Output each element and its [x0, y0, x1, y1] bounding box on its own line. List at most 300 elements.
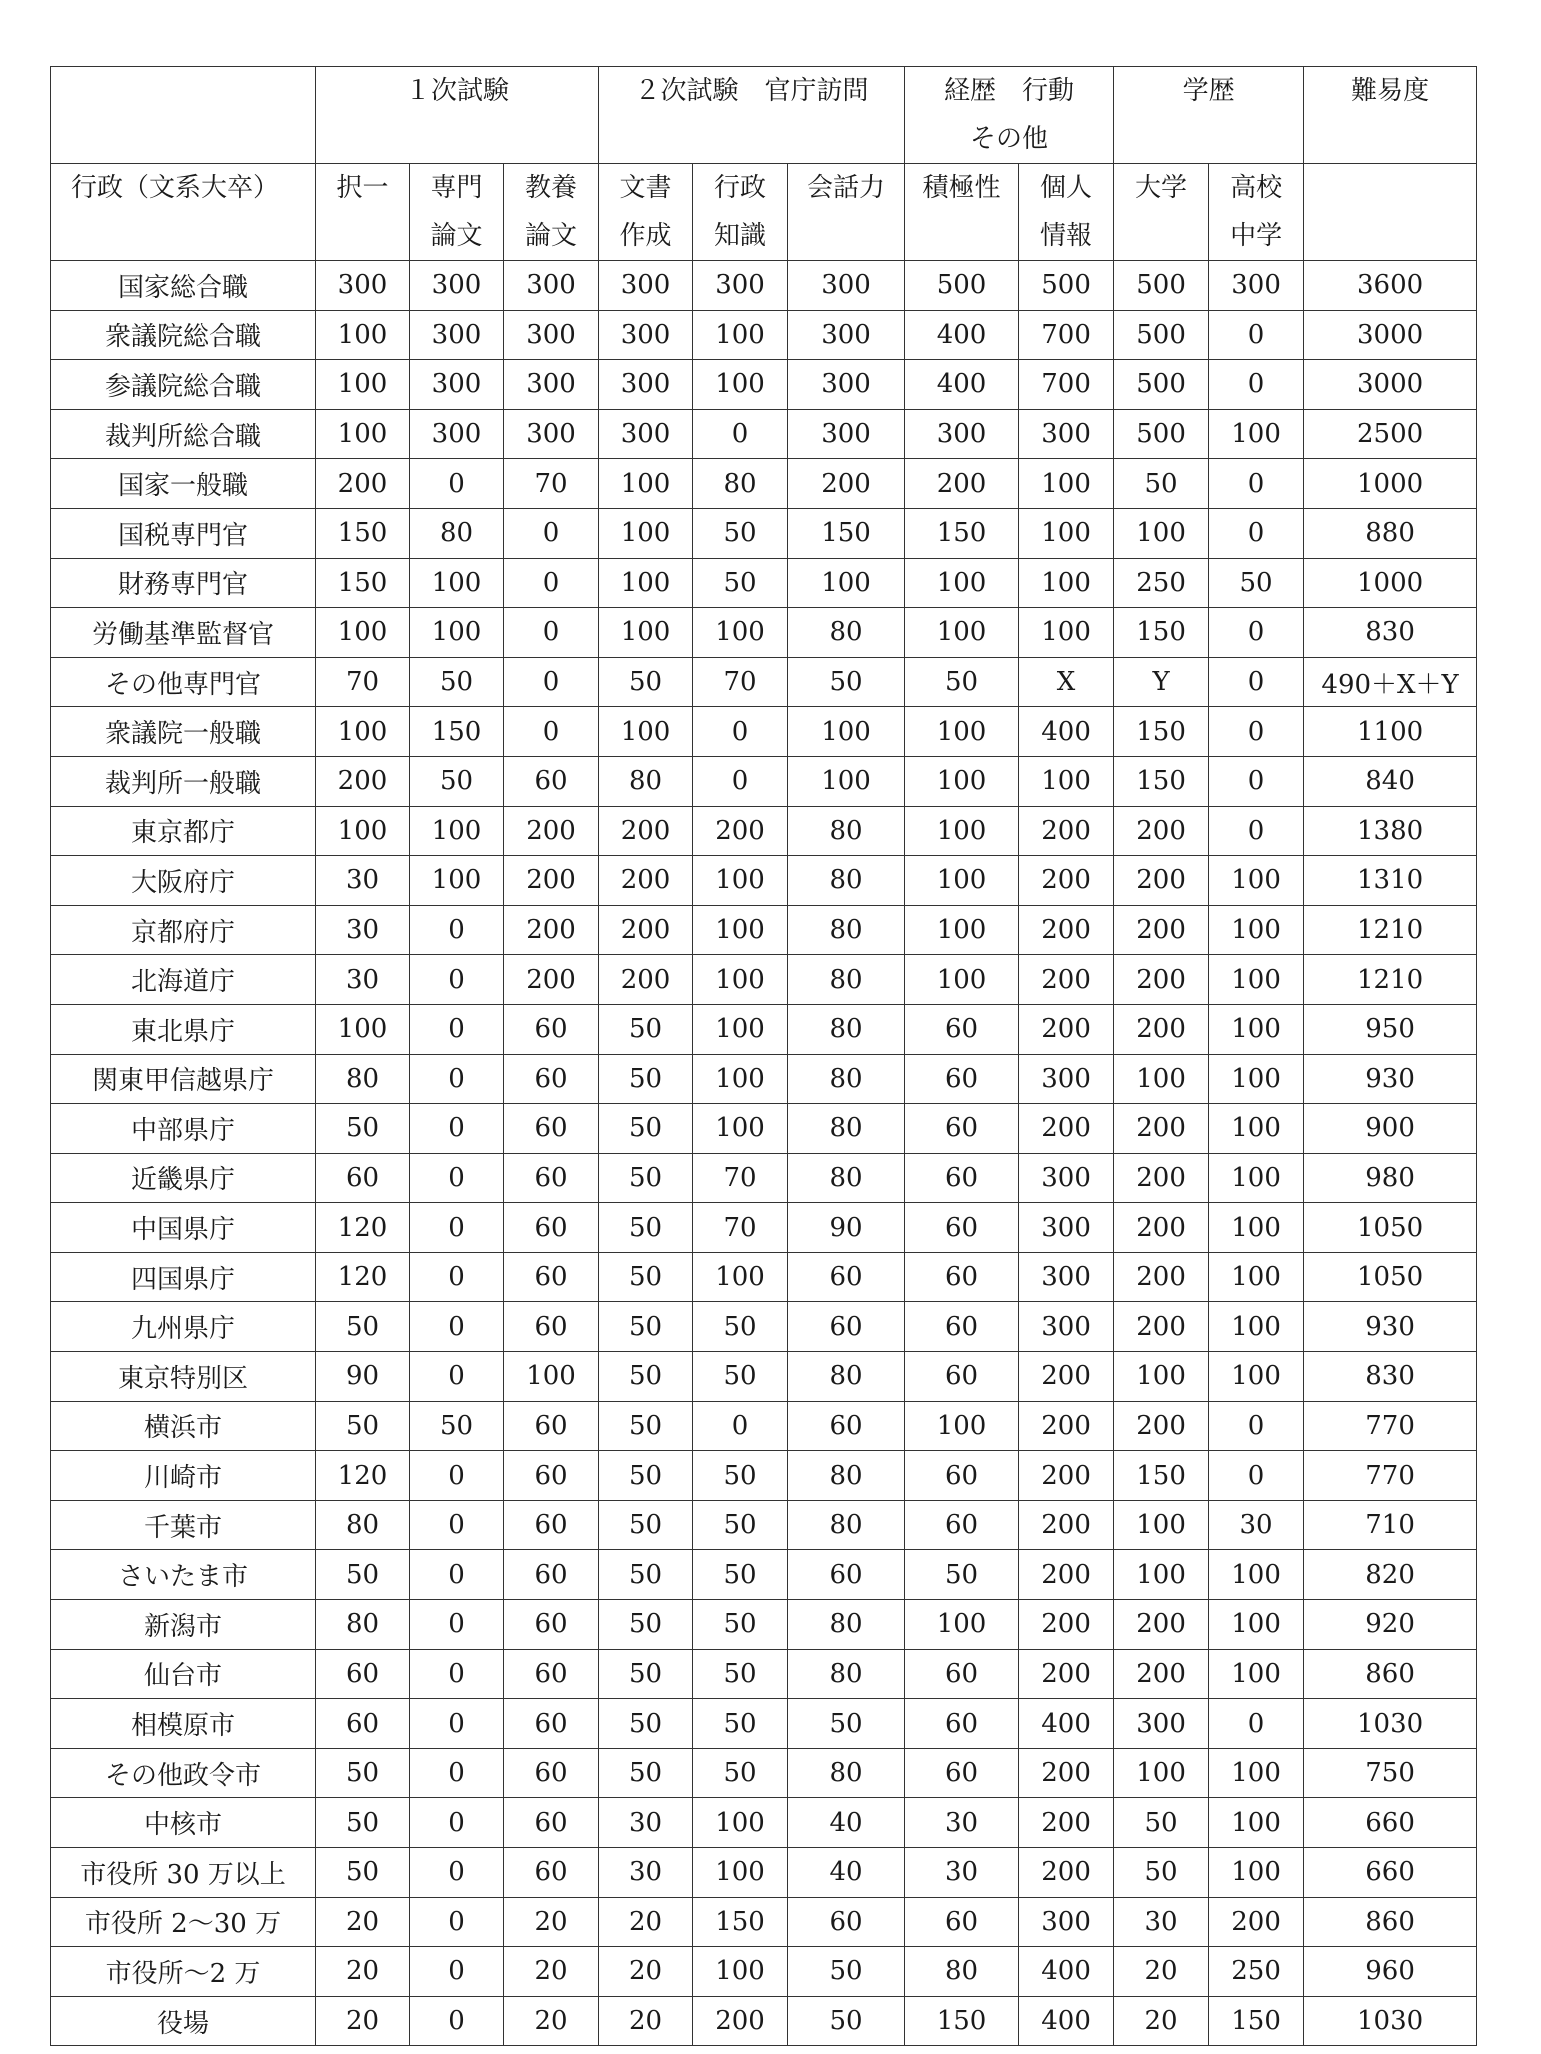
score-cell: 150 [410, 707, 504, 757]
difficulty-cell: 950 [1304, 1004, 1477, 1054]
score-cell: 100 [693, 608, 788, 658]
score-cell: 70 [693, 1203, 788, 1253]
score-cell: 300 [599, 360, 693, 410]
score-cell: 100 [599, 558, 693, 608]
score-cell: 60 [504, 1550, 599, 1600]
difficulty-cell: 490＋X＋Y [1304, 657, 1477, 707]
difficulty-cell: 900 [1304, 1104, 1477, 1154]
table-row [51, 1798, 1477, 1848]
score-cell: 150 [788, 508, 905, 558]
score-cell: 0 [410, 955, 504, 1005]
table-row [51, 1401, 1477, 1451]
subheader-document-writing: 文書 作成 [599, 164, 693, 261]
score-cell: 50 [599, 1004, 693, 1054]
row-name: 千葉市 [51, 1500, 316, 1550]
header-difficulty: 難易度 [1304, 67, 1477, 164]
score-cell: 60 [788, 1550, 905, 1600]
table-row [51, 1897, 1477, 1947]
score-cell: 50 [599, 1451, 693, 1501]
score-cell: 200 [1019, 1649, 1114, 1699]
score-cell: 0 [410, 1550, 504, 1600]
score-cell: 300 [1019, 1203, 1114, 1253]
difficulty-cell: 1310 [1304, 856, 1477, 906]
score-cell: 0 [1209, 1699, 1304, 1749]
score-cell: 100 [693, 856, 788, 906]
table-row [51, 856, 1477, 906]
score-cell: 80 [788, 1004, 905, 1054]
row-name: 衆議院一般職 [51, 707, 316, 757]
score-cell: 20 [1114, 1996, 1209, 2046]
score-cell: 500 [1114, 261, 1209, 311]
score-cell: 80 [905, 1947, 1019, 1997]
score-cell: 50 [316, 1401, 410, 1451]
score-cell: 30 [905, 1848, 1019, 1898]
score-cell: 100 [1209, 1004, 1304, 1054]
header-education: 学歴 [1114, 67, 1304, 164]
score-cell: 80 [788, 806, 905, 856]
score-cell: 50 [599, 1401, 693, 1451]
score-cell: 100 [1209, 1302, 1304, 1352]
score-cell: 100 [1209, 856, 1304, 906]
difficulty-cell: 1000 [1304, 459, 1477, 509]
score-cell: 200 [1019, 955, 1114, 1005]
score-cell: 300 [1019, 409, 1114, 459]
score-cell: 50 [788, 1996, 905, 2046]
score-cell: 60 [905, 1500, 1019, 1550]
score-cell: 100 [693, 310, 788, 360]
row-name: 市役所 2～30 万 [51, 1897, 316, 1947]
difficulty-cell: 660 [1304, 1848, 1477, 1898]
score-cell: 20 [316, 1897, 410, 1947]
score-cell: 30 [316, 905, 410, 955]
score-cell: 30 [316, 856, 410, 906]
score-cell: 100 [1209, 1203, 1304, 1253]
score-cell: 100 [1019, 508, 1114, 558]
score-cell: 100 [1114, 1550, 1209, 1600]
row-name: その他政令市 [51, 1748, 316, 1798]
score-cell: 100 [410, 608, 504, 658]
score-cell: 0 [1209, 459, 1304, 509]
score-cell: 100 [693, 1004, 788, 1054]
score-cell: 0 [410, 1302, 504, 1352]
score-cell: 0 [410, 905, 504, 955]
score-cell: 200 [1114, 1153, 1209, 1203]
score-cell: 100 [410, 856, 504, 906]
row-name: 仙台市 [51, 1649, 316, 1699]
difficulty-cell: 1210 [1304, 955, 1477, 1005]
subheader-row [51, 164, 1477, 261]
header-career-line2: その他 [970, 124, 1049, 154]
score-cell: 50 [599, 657, 693, 707]
table-row [51, 1649, 1477, 1699]
score-cell: 200 [1114, 1203, 1209, 1253]
score-cell: 0 [693, 756, 788, 806]
score-cell: 300 [788, 310, 905, 360]
score-cell: 200 [1019, 1352, 1114, 1402]
score-cell: 100 [905, 905, 1019, 955]
score-cell: 30 [905, 1798, 1019, 1848]
row-name: 裁判所一般職 [51, 756, 316, 806]
row-name: 財務専門官 [51, 558, 316, 608]
score-cell: 100 [1209, 1550, 1304, 1600]
score-cell: 50 [599, 1600, 693, 1650]
row-name: 京都府庁 [51, 905, 316, 955]
score-cell: 50 [599, 1550, 693, 1600]
score-cell: 300 [504, 360, 599, 410]
row-name: 裁判所総合職 [51, 409, 316, 459]
table-row [51, 707, 1477, 757]
table-row [51, 1699, 1477, 1749]
score-cell: 300 [599, 409, 693, 459]
difficulty-cell: 770 [1304, 1451, 1477, 1501]
score-cell: 0 [1209, 508, 1304, 558]
score-cell: 60 [788, 1252, 905, 1302]
score-cell: 60 [504, 1153, 599, 1203]
score-cell: 500 [1114, 310, 1209, 360]
score-cell: 700 [1019, 310, 1114, 360]
score-cell: 0 [1209, 608, 1304, 658]
table-row [51, 1302, 1477, 1352]
score-cell: 80 [788, 1153, 905, 1203]
score-cell: 60 [905, 1699, 1019, 1749]
row-name: 東京都庁 [51, 806, 316, 856]
score-cell: 50 [905, 657, 1019, 707]
difficulty-cell: 770 [1304, 1401, 1477, 1451]
score-cell: 50 [788, 657, 905, 707]
score-cell: 50 [1114, 1848, 1209, 1898]
score-cell: 0 [410, 1848, 504, 1898]
score-cell: 100 [788, 558, 905, 608]
score-cell: 250 [1209, 1947, 1304, 1997]
table-row [51, 1104, 1477, 1154]
score-cell: 100 [1114, 1500, 1209, 1550]
score-cell: 60 [905, 1748, 1019, 1798]
score-cell: 300 [1114, 1699, 1209, 1749]
score-cell: 50 [693, 1451, 788, 1501]
row-name: 国家一般職 [51, 459, 316, 509]
difficulty-cell: 1380 [1304, 806, 1477, 856]
score-cell: 100 [410, 806, 504, 856]
score-cell: 50 [599, 1203, 693, 1253]
score-cell: 80 [788, 1500, 905, 1550]
score-cell: 80 [788, 1451, 905, 1501]
score-cell: 150 [905, 508, 1019, 558]
score-cell: 300 [905, 409, 1019, 459]
table-row [51, 310, 1477, 360]
score-cell: 200 [599, 806, 693, 856]
score-cell: 0 [504, 608, 599, 658]
table-row [51, 756, 1477, 806]
score-cell: 100 [1114, 1352, 1209, 1402]
table-row [51, 360, 1477, 410]
row-name: 四国県庁 [51, 1252, 316, 1302]
score-cell: 60 [504, 1699, 599, 1749]
score-cell: 200 [1019, 1550, 1114, 1600]
header-career [905, 67, 1114, 164]
score-cell: 100 [905, 955, 1019, 1005]
score-cell: 60 [504, 1451, 599, 1501]
score-cell: 60 [905, 1054, 1019, 1104]
score-cell: 60 [905, 1897, 1019, 1947]
score-cell: 0 [504, 508, 599, 558]
score-cell: 50 [693, 1500, 788, 1550]
score-cell: 40 [788, 1798, 905, 1848]
score-cell: 100 [316, 806, 410, 856]
score-cell: 150 [1114, 756, 1209, 806]
score-cell: 0 [504, 558, 599, 608]
score-cell: 200 [1114, 1252, 1209, 1302]
score-cell: 400 [1019, 707, 1114, 757]
difficulty-cell: 860 [1304, 1897, 1477, 1947]
score-cell: 100 [316, 707, 410, 757]
difficulty-cell: 710 [1304, 1500, 1477, 1550]
score-cell: 200 [1019, 1401, 1114, 1451]
row-name: 新潟市 [51, 1600, 316, 1650]
difficulty-cell: 820 [1304, 1550, 1477, 1600]
difficulty-cell: 750 [1304, 1748, 1477, 1798]
difficulty-cell: 920 [1304, 1600, 1477, 1650]
row-name: 横浜市 [51, 1401, 316, 1451]
score-cell: 300 [599, 310, 693, 360]
score-cell: 100 [1209, 409, 1304, 459]
score-cell: 90 [788, 1203, 905, 1253]
difficulty-cell: 1050 [1304, 1203, 1477, 1253]
score-cell: 80 [788, 1104, 905, 1154]
difficulty-cell: 1030 [1304, 1699, 1477, 1749]
table-row [51, 1748, 1477, 1798]
score-cell: 150 [1114, 707, 1209, 757]
score-cell: 300 [1019, 1302, 1114, 1352]
header-career-line1: 経歴 行動 [944, 76, 1075, 106]
subheader-category: 行政（文系大卒） [51, 164, 316, 261]
score-cell: 300 [693, 261, 788, 311]
score-cell: 50 [599, 1699, 693, 1749]
score-cell: 100 [1114, 1054, 1209, 1104]
score-cell: 0 [410, 1947, 504, 1997]
score-cell: 20 [599, 1996, 693, 2046]
score-cell: 300 [410, 261, 504, 311]
score-cell: 100 [1209, 1848, 1304, 1898]
table-row [51, 1153, 1477, 1203]
score-cell: 200 [693, 806, 788, 856]
score-cell: 100 [905, 707, 1019, 757]
score-cell: 20 [316, 1947, 410, 1997]
score-cell: 100 [905, 1401, 1019, 1451]
difficulty-cell: 1050 [1304, 1252, 1477, 1302]
score-cell: 60 [504, 1798, 599, 1848]
score-cell: 80 [788, 905, 905, 955]
subheader-general-essay: 教養 論文 [504, 164, 599, 261]
score-cell: 60 [905, 1451, 1019, 1501]
score-cell: 20 [504, 1947, 599, 1997]
score-cell: 100 [599, 508, 693, 558]
score-cell: 200 [504, 806, 599, 856]
score-cell: 70 [693, 1153, 788, 1203]
score-cell: 200 [599, 905, 693, 955]
difficulty-cell: 960 [1304, 1947, 1477, 1997]
score-cell: 200 [1019, 1848, 1114, 1898]
score-cell: 50 [599, 1104, 693, 1154]
score-cell: 200 [1114, 856, 1209, 906]
score-cell: 100 [905, 756, 1019, 806]
score-cell: 0 [504, 657, 599, 707]
score-cell: 60 [788, 1302, 905, 1352]
row-name: 大阪府庁 [51, 856, 316, 906]
score-cell: 30 [1209, 1500, 1304, 1550]
row-name: 近畿県庁 [51, 1153, 316, 1203]
score-cell: 30 [599, 1798, 693, 1848]
difficulty-cell: 3000 [1304, 310, 1477, 360]
score-cell: 0 [1209, 756, 1304, 806]
score-cell: 400 [1019, 1947, 1114, 1997]
score-cell: 100 [316, 310, 410, 360]
score-cell: 0 [410, 1252, 504, 1302]
table-row [51, 508, 1477, 558]
score-cell: 50 [693, 1649, 788, 1699]
score-cell: 60 [504, 1748, 599, 1798]
score-cell: 100 [1209, 1153, 1304, 1203]
row-name: 関東甲信越県庁 [51, 1054, 316, 1104]
score-cell: 80 [788, 955, 905, 1005]
score-cell: 60 [905, 1352, 1019, 1402]
score-cell: 0 [693, 707, 788, 757]
score-cell: Y [1114, 657, 1209, 707]
table-row [51, 1203, 1477, 1253]
score-cell: 300 [788, 409, 905, 459]
score-cell: 300 [504, 409, 599, 459]
row-name: 東北県庁 [51, 1004, 316, 1054]
score-cell: 300 [316, 261, 410, 311]
difficulty-cell: 930 [1304, 1302, 1477, 1352]
score-cell: 50 [693, 558, 788, 608]
table-row [51, 459, 1477, 509]
score-cell: 60 [504, 1054, 599, 1104]
score-cell: 90 [316, 1352, 410, 1402]
score-cell: 200 [599, 955, 693, 1005]
group-header-row [51, 67, 1477, 164]
row-name: 九州県庁 [51, 1302, 316, 1352]
score-cell: 200 [693, 1996, 788, 2046]
score-cell: 80 [599, 756, 693, 806]
score-cell: 0 [410, 1600, 504, 1650]
score-cell: 0 [410, 1153, 504, 1203]
score-cell: 80 [410, 508, 504, 558]
score-cell: 200 [316, 756, 410, 806]
row-name: 国家総合職 [51, 261, 316, 311]
score-cell: 200 [1019, 1451, 1114, 1501]
score-cell: 300 [504, 261, 599, 311]
score-cell: 50 [316, 1848, 410, 1898]
score-cell: 50 [599, 1302, 693, 1352]
difficulty-cell: 1030 [1304, 1996, 1477, 2046]
row-name: 市役所 30 万以上 [51, 1848, 316, 1898]
score-cell: 100 [1114, 1748, 1209, 1798]
score-cell: 50 [599, 1352, 693, 1402]
score-cell: 0 [504, 707, 599, 757]
score-cell: 60 [905, 1203, 1019, 1253]
score-cell: 80 [788, 1748, 905, 1798]
score-cell: 0 [410, 1054, 504, 1104]
score-cell: 200 [788, 459, 905, 509]
score-cell: 100 [1209, 1252, 1304, 1302]
table-row [51, 806, 1477, 856]
score-cell: X [1019, 657, 1114, 707]
score-cell: 60 [504, 1302, 599, 1352]
subheader-initiative: 積極性 [905, 164, 1019, 261]
score-cell: 100 [316, 1004, 410, 1054]
score-cell: 0 [1209, 310, 1304, 360]
score-cell: 200 [316, 459, 410, 509]
table-row [51, 1004, 1477, 1054]
score-cell: 200 [1019, 806, 1114, 856]
score-cell: 0 [410, 1203, 504, 1253]
difficulty-cell: 3600 [1304, 261, 1477, 311]
difficulty-cell: 880 [1304, 508, 1477, 558]
score-cell: 60 [905, 1153, 1019, 1203]
score-cell: 200 [1019, 1600, 1114, 1650]
score-cell: 30 [316, 955, 410, 1005]
difficulty-cell: 830 [1304, 608, 1477, 658]
score-cell: 500 [905, 261, 1019, 311]
score-cell: 50 [599, 1054, 693, 1104]
score-cell: 50 [599, 1153, 693, 1203]
score-cell: 70 [316, 657, 410, 707]
table-row [51, 1947, 1477, 1997]
score-cell: 150 [1114, 608, 1209, 658]
score-cell: 200 [1114, 1302, 1209, 1352]
score-cell: 100 [1019, 558, 1114, 608]
score-cell: 0 [410, 1798, 504, 1848]
score-cell: 20 [316, 1996, 410, 2046]
subheader-university: 大学 [1114, 164, 1209, 261]
score-cell: 500 [1114, 360, 1209, 410]
score-cell: 150 [905, 1996, 1019, 2046]
score-cell: 300 [788, 261, 905, 311]
score-cell: 300 [788, 360, 905, 410]
score-cell: 50 [599, 1748, 693, 1798]
row-name: 労働基準監督官 [51, 608, 316, 658]
score-cell: 0 [1209, 806, 1304, 856]
score-cell: 100 [316, 608, 410, 658]
score-cell: 100 [1019, 756, 1114, 806]
score-cell: 50 [410, 1401, 504, 1451]
table-row [51, 1054, 1477, 1104]
score-cell: 100 [788, 707, 905, 757]
row-name: 中国県庁 [51, 1203, 316, 1253]
score-cell: 200 [1019, 1004, 1114, 1054]
score-cell: 30 [1114, 1897, 1209, 1947]
score-cell: 300 [1019, 1897, 1114, 1947]
score-cell: 700 [1019, 360, 1114, 410]
difficulty-cell: 2500 [1304, 409, 1477, 459]
score-cell: 50 [693, 1699, 788, 1749]
difficulty-cell: 660 [1304, 1798, 1477, 1848]
row-name: 役場 [51, 1996, 316, 2046]
score-cell: 200 [1019, 1104, 1114, 1154]
score-cell: 100 [693, 1848, 788, 1898]
score-cell: 150 [1114, 1451, 1209, 1501]
score-cell: 30 [599, 1848, 693, 1898]
score-cell: 80 [316, 1500, 410, 1550]
score-cell: 20 [599, 1897, 693, 1947]
score-cell: 200 [504, 955, 599, 1005]
score-cell: 50 [316, 1798, 410, 1848]
score-cell: 100 [905, 856, 1019, 906]
score-cell: 50 [599, 1649, 693, 1699]
score-cell: 300 [410, 310, 504, 360]
score-cell: 400 [1019, 1996, 1114, 2046]
score-cell: 50 [316, 1748, 410, 1798]
